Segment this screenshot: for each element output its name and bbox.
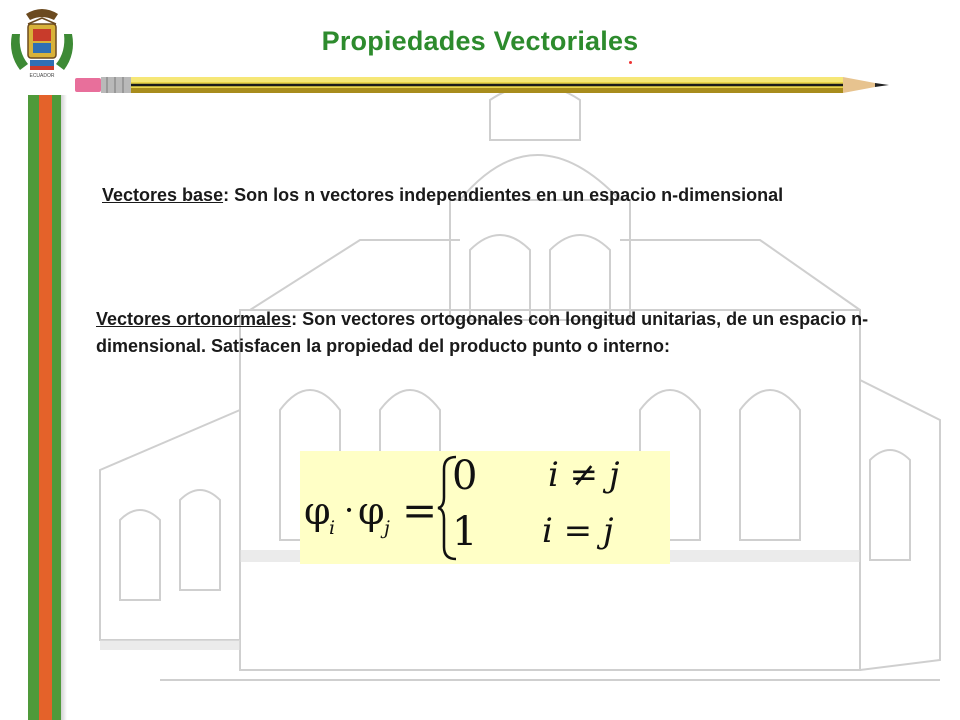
formula-phi-j: φ: [358, 489, 385, 533]
formula-subscript-i: i: [329, 517, 336, 539]
logo-caption: ECUADOR: [29, 73, 55, 79]
title-decoration-dot: [629, 61, 632, 64]
formula-phi-i: φ: [304, 489, 331, 533]
definition-vectores-ortonormales: : Son vectores ortogonales con longitud unitarias, de un espacio n-dimensional. Satisfacen la propiedad del producto punto o interno:: [96, 309, 869, 356]
formula-case1-value: 0: [452, 453, 478, 499]
building-sketch-background: [60, 80, 960, 720]
term-vectores-base: Vectores base: [102, 185, 224, 205]
definition-vectores-base: : Son los n vectores independientes en un espacio n-dimensional: [223, 185, 784, 205]
orthonormal-formula: [300, 451, 670, 564]
left-green-stripe: [28, 95, 39, 720]
paragraph-vectores-base: [102, 182, 892, 209]
paragraph-vectores-ortonormales: [96, 306, 886, 360]
left-green-stripe-inner: [52, 95, 61, 720]
formula-equals: =: [402, 486, 438, 535]
formula-case1-condition: i ≠ j: [548, 455, 620, 495]
formula-case2-value: 1: [452, 509, 478, 555]
term-vectores-ortonormales: Vectores ortonormales: [96, 309, 292, 329]
left-stripe-shadow: [61, 95, 67, 720]
page-title: Propiedades Vectoriales: [321, 26, 639, 56]
formula-case2-condition: i = j: [542, 511, 614, 551]
pencil-divider-icon: [75, 74, 890, 98]
formula-subscript-j: j: [384, 517, 390, 539]
left-orange-stripe: [39, 95, 52, 720]
formula-dot: ·: [344, 491, 355, 529]
